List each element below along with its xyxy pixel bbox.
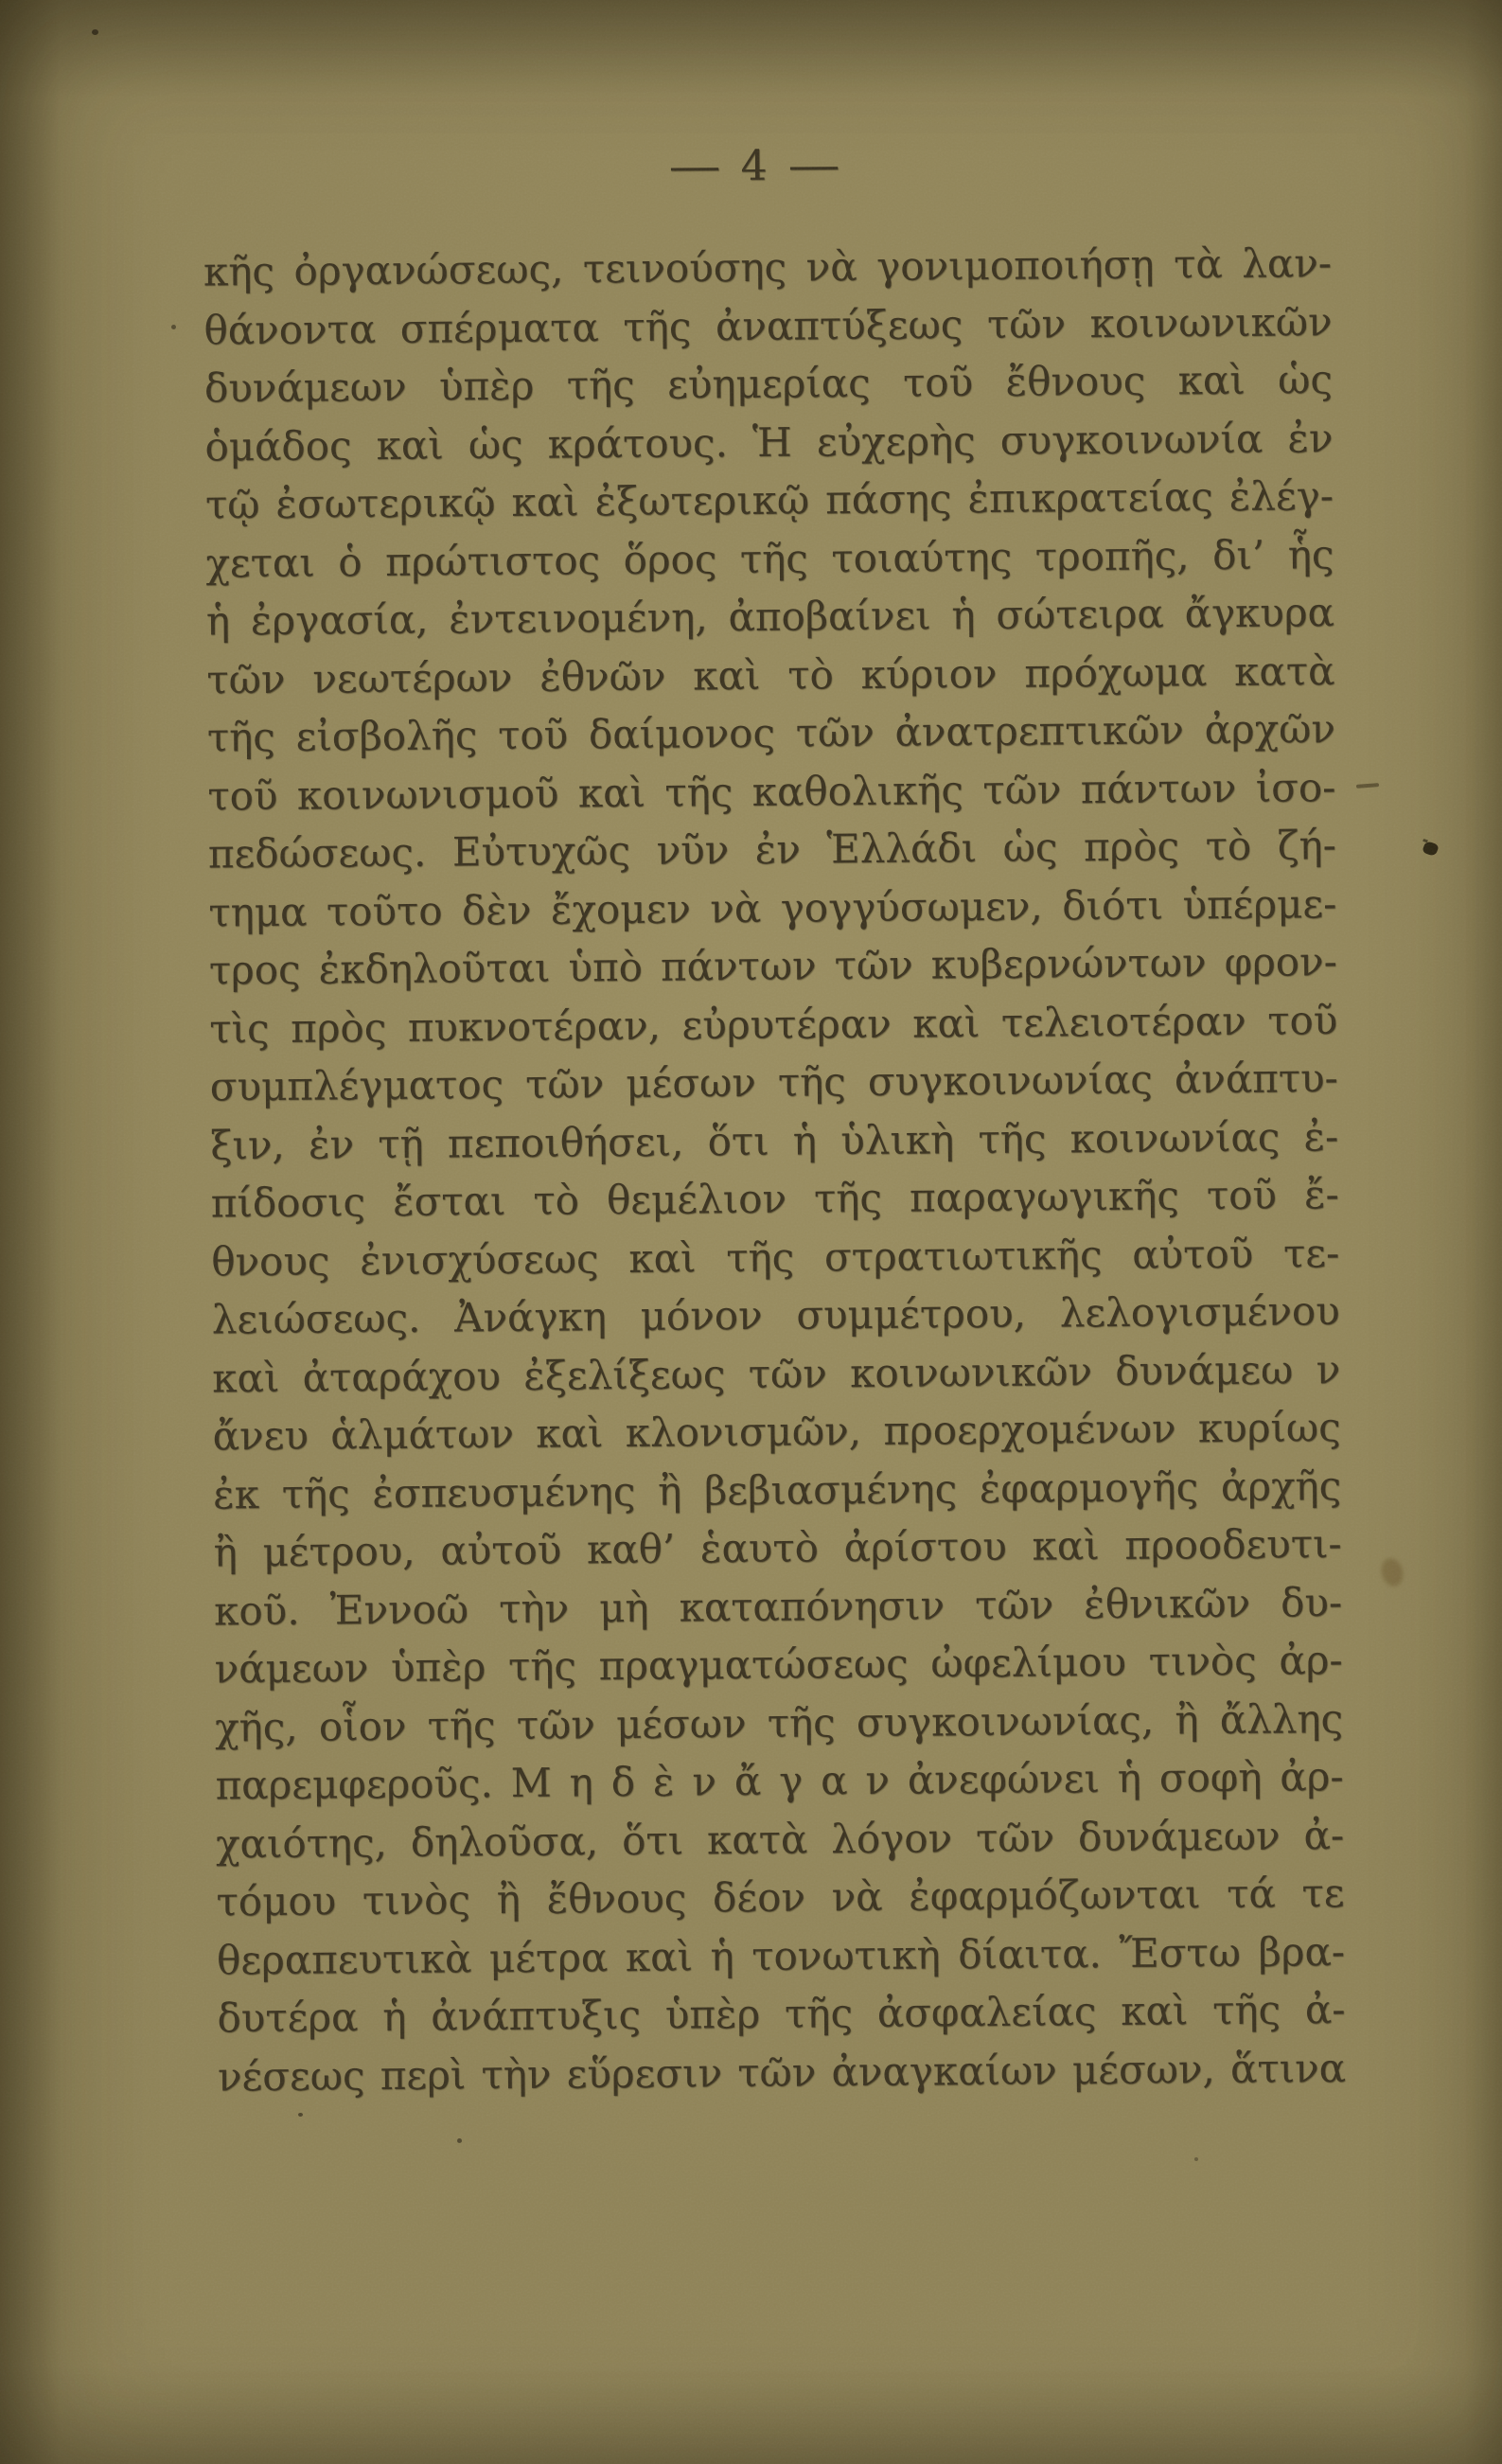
- text-line: τῶν νεωτέρων ἐθνῶν καὶ τὸ κύριον πρόχωμα κατὰ: [206, 647, 1335, 703]
- text-line: τημα τοῦτο δὲν ἔχομεν νὰ γογγύσωμεν, διότι ὑπέρμε-: [208, 879, 1337, 935]
- text-line: ἐκ τῆς ἐσπευσμένης ἢ βεβιασμένης ἐφαρμογῆς ἀρχῆς: [212, 1462, 1342, 1517]
- text-line: ἢ μέτρου, αὐτοῦ καθ’ ἑαυτὸ ἀρίστου καὶ προοδευτι-: [213, 1520, 1342, 1576]
- page-header: [191, 137, 1317, 194]
- text-line: τῆς εἰσβολῆς τοῦ δαίμονος τῶν ἀνατρεπτικῶν ἀρχῶν: [206, 705, 1336, 761]
- text-line: χαιότης, δηλοῦσα, ὅτι κατὰ λόγον τῶν δυνάμεων ἀ-: [215, 1811, 1345, 1867]
- text-line: ὁμάδος καὶ ὡς κράτους. Ἡ εὐχερὴς συγκοινωνία ἐν: [204, 414, 1334, 470]
- text-line: τρος ἐκδηλοῦται ὑπὸ πάντων τῶν κυβερνώντων φρον-: [208, 938, 1337, 994]
- text-line: ἡ ἐργασία, ἐντεινομένη, ἀποβαίνει ἡ σώτειρα ἄγκυρα: [205, 589, 1335, 645]
- text-line: θάνοντα σπέρματα τῆς ἀναπτύξεως τῶν κοινωνικῶν: [203, 297, 1333, 354]
- page-number: 4: [740, 141, 769, 191]
- header-dash-right: —: [786, 141, 841, 190]
- body-text: [203, 234, 1346, 2105]
- text-line: ξιν, ἐν τῇ πεποιθήσει, ὅτι ἡ ὑλικὴ τῆς κοινωνίας ἐ-: [210, 1112, 1339, 1168]
- text-line: λειώσεως. Ἀνάγκη μόνον συμμέτρου, λελογισμένου: [211, 1287, 1340, 1343]
- text-line: πίδοσις ἔσται τὸ θεμέλιον τῆς παραγωγικῆς τοῦ ἔ-: [210, 1171, 1339, 1227]
- text-line: νάμεων ὑπὲρ τῆς πραγματώσεως ὠφελίμου τινὸς ἀρ-: [214, 1637, 1343, 1693]
- text-line: τὶς πρὸς πυκνοτέραν, εὐρυτέραν καὶ τελειοτέραν τοῦ: [209, 996, 1338, 1052]
- text-line: θνους ἐνισχύσεως καὶ τῆς στρατιωτικῆς αὐτοῦ τε-: [211, 1229, 1340, 1285]
- text-line: ἄνευ ἁλμάτων καὶ κλονισμῶν, προερχομένων κυρίως: [212, 1404, 1341, 1460]
- text-line: τόμου τινὸς ἢ ἔθνους δέον νὰ ἐφαρμόζωνται τά τε: [216, 1870, 1345, 1925]
- header-dash-left: —: [667, 142, 722, 191]
- text-line: δυνάμεων ὑπὲρ τῆς εὐημερίας τοῦ ἔθνους καὶ ὡς: [203, 356, 1334, 412]
- text-line: τοῦ κοινωνισμοῦ καὶ τῆς καθολικῆς τῶν πάντων ἰσο-: [207, 763, 1336, 819]
- text-line: κοῦ. Ἐννοῶ τὴν μὴ καταπόνησιν τῶν ἐθνικῶν δυ-: [213, 1578, 1343, 1634]
- text-line: χεται ὁ πρώτιστος ὅρος τῆς τοιαύτης τροπῆς, δι’ ἧς: [205, 530, 1334, 587]
- text-line: τῷ ἐσωτερικῷ καὶ ἐξωτερικῷ πάσης ἐπικρατείας ἐλέγ-: [204, 472, 1334, 528]
- text-line: καὶ ἀταράχου ἐξελίξεως τῶν κοινωνικῶν δυνάμεω ν: [212, 1345, 1341, 1401]
- text-line: πεδώσεως. Εὐτυχῶς νῦν ἐν Ἑλλάδι ὡς πρὸς τὸ ζή-: [207, 822, 1337, 877]
- text-line: χῆς, οἷον τῆς τῶν μέσων τῆς συγκοινωνίας, ἢ ἄλλης: [214, 1694, 1344, 1750]
- text-line: νέσεως περὶ τὴν εὕρεσιν τῶν ἀναγκαίων μέσων, ἅτινα: [217, 2044, 1347, 2100]
- text-line: συμπλέγματος τῶν μέσων τῆς συγκοινωνίας ἀνάπτυ-: [209, 1055, 1338, 1110]
- text-line: παρεμφεροῦς. Μ η δ ὲ ν ἄ γ α ν ἀνεφώνει ἡ σοφὴ ἀρ-: [215, 1753, 1344, 1809]
- text-line: κῆς ὀργανώσεως, τεινούσης νὰ γονιμοποιήσῃ τὰ λαν-: [203, 239, 1333, 295]
- text-line: δυτέρα ἡ ἀνάπτυξις ὑπὲρ τῆς ἀσφαλείας καὶ τῆς ἀ-: [217, 1986, 1346, 2042]
- text-line: θεραπευτικὰ μέτρα καὶ ἡ τονωτικὴ δίαιτα. Ἔστω βρα-: [216, 1927, 1346, 1983]
